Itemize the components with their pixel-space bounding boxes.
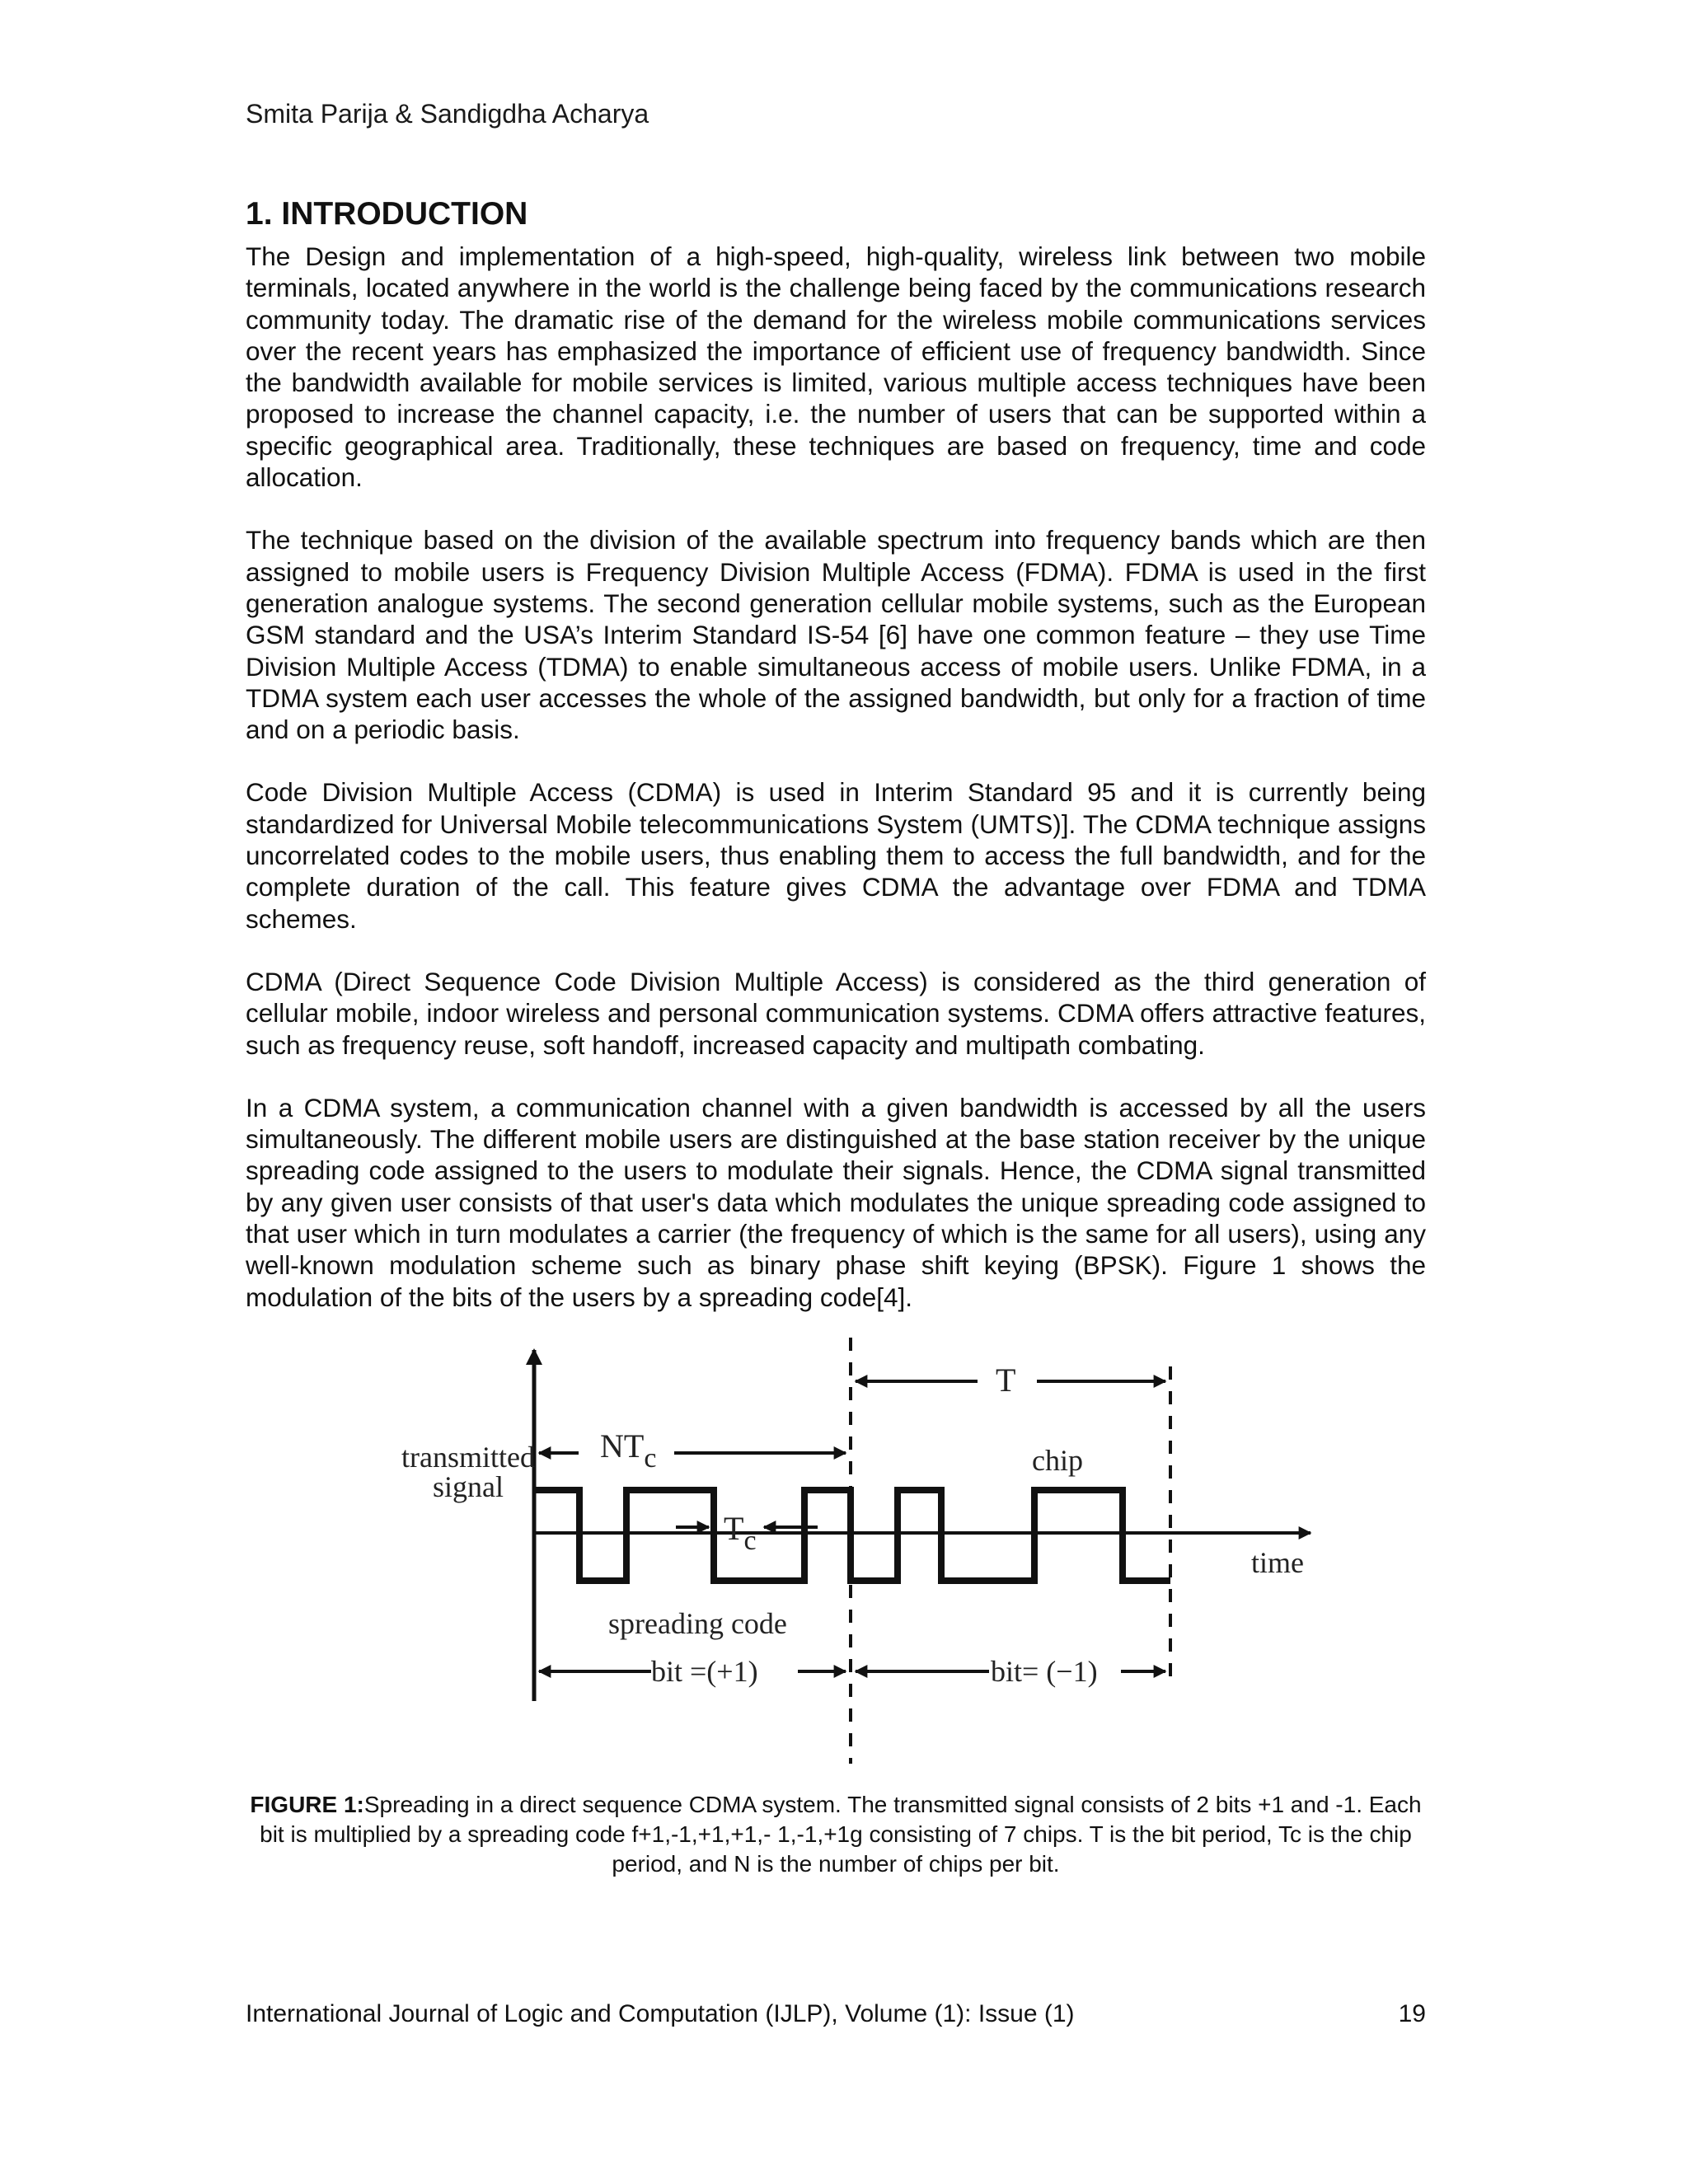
tc-label: $T_c$ [724, 1510, 757, 1556]
paragraph-3: Code Division Multiple Access (CDMA) is used in Interim Standard 95 and it is currently being standardized for Universal Mobile telecommunications System (UMTS)]. The CDMA technique assigns uncorrelated codes to the mobile users, thus enabling them to access the full bandwidth, and for the complete duration of the call. This feature gives CDMA the advantage over FDMA and TDMA schemes. [246, 777, 1426, 934]
running-header: Smita Parija & Sandigdha Acharya [246, 99, 649, 129]
caption-label: FIGURE 1: [250, 1792, 364, 1817]
figure-caption [246, 1790, 1426, 1879]
bit-minus-label: bit= (−1) [991, 1655, 1098, 1688]
time-label: time [1251, 1546, 1304, 1579]
figure-1 [363, 1333, 1343, 1770]
journal-name: International Journal of Logic and Computation (IJLP), Volume (1): Issue (1) [246, 2000, 1075, 2027]
signal-label: signal [433, 1470, 504, 1503]
caption-text: Spreading in a direct sequence CDMA system. The transmitted signal consists of 2 bits +1 and -1. Each bit is multiplied by a spreading code f+1,-1,+1,+1,- 1,-1,+1g consisting of 7 chips. T is the bit period, Tc is the chip period, and N is the number of chips per bit. [260, 1792, 1422, 1877]
transmitted-label: transmitted [401, 1441, 535, 1474]
paragraph-4: CDMA (Direct Sequence Code Division Multiple Access) is considered as the third generation of cellular mobile, indoor wireless and personal communication systems. CDMA offers attractive features, such as frequency reuse, soft handoff, increased capacity and multipath combating. [246, 966, 1426, 1060]
section-title: 1. INTRODUCTION [246, 196, 528, 232]
page-number: 19 [1398, 2000, 1426, 2027]
paragraph-2: The technique based on the division of the available spectrum into frequency bands which are then assigned to mobile users is Frequency Division Multiple Access (FDMA). FDMA is used in the first generation analogue systems. The second generation cellular mobile systems, such as the European GSM standard and the USA’s Interim Standard IS-54 [6] have one common feature – they use Time Division Multiple Access (TDMA) to enable simultaneous access of mobile users. Unlike FDMA, in a TDMA system each user accesses the whole of the assigned bandwidth, but only for a fraction of time and on a periodic basis. [246, 525, 1426, 745]
bit-plus-label: bit =(+1) [651, 1655, 758, 1688]
ntc-label: $NT_c$ [600, 1427, 657, 1474]
spreading-code-label: spreading code [608, 1607, 787, 1640]
t-label: T [996, 1361, 1016, 1399]
paragraph-1: The Design and implementation of a high-speed, high-quality, wireless link between two mobile terminals, located anywhere in the world is the challenge being faced by the communications research community today. The dramatic rise of the demand for the wireless mobile communications services over the recent years has emphasized the importance of efficient use of frequency bandwidth. Since the bandwidth available for mobile services is limited, various multiple access techniques have been proposed to increase the channel capacity, i.e. the number of users that can be supported within a specific geographical area. Traditionally, these techniques are based on frequency, time and code allocation. [246, 241, 1426, 493]
chip-label: chip [1032, 1444, 1083, 1477]
transmitted-waveform [534, 1490, 1170, 1581]
page-footer [246, 1999, 1426, 2030]
body-text [246, 241, 1426, 1344]
paragraph-5: In a CDMA system, a communication channel with a given bandwidth is accessed by all the users simultaneously. The different mobile users are distinguished at the base station receiver by the unique spreading code assigned to the users to modulate their signals. Hence, the CDMA signal transmitted by any given user consists of that user's data which modulates the unique spreading code assigned to that user which in turn modulates a carrier (the frequency of which is the same for all users), using any well-known modulation scheme such as binary phase shift keying (BPSK). Figure 1 shows the modulation of the bits of the users by a spreading code[4]. [246, 1092, 1426, 1312]
cdma-spreading-diagram [363, 1333, 1343, 1770]
